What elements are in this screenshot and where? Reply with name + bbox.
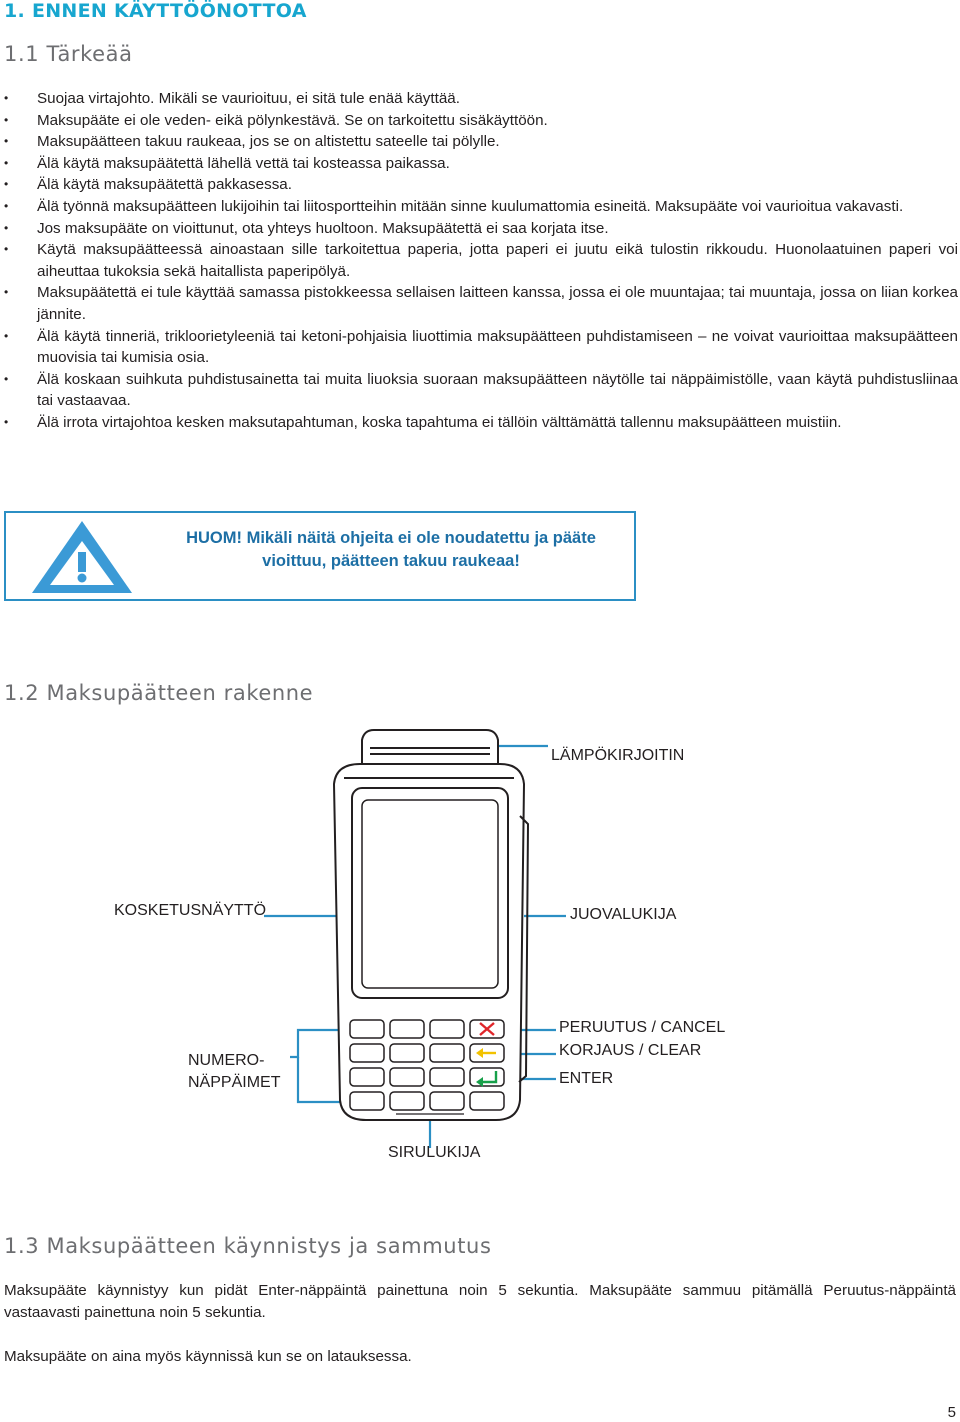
list-item: • Älä koskaan suihkuta puhdistusainetta tai muita liuoksia suoraan maksupäätteen näytölle tai näppäimistölle, vaan käytä puhdistusliinaa tai vastaavaa.	[0, 369, 958, 412]
warning-triangle-icon	[30, 519, 134, 595]
important-list	[0, 88, 958, 434]
label-clear: KORJAUS / CLEAR	[559, 1042, 702, 1059]
warning-box	[4, 511, 636, 601]
list-item: • Älä käytä maksupäätettä lähellä vettä tai kosteassa paikassa.	[0, 153, 958, 175]
chapter-title: 1. ENNEN KÄYTTÖÖNOTTOA	[4, 0, 307, 22]
label-stripe-reader: JUOVALUKIJA	[570, 906, 677, 923]
list-item: • Älä käytä tinneriä, trikloorietyleeniä tai ketoni-pohjaisia liuottimia maksupäätteen puhdistamiseen – ne voivat vaurioittaa maksupäätteen muovisia tai kumisia osia.	[0, 326, 958, 369]
page-number: 5	[947, 1404, 956, 1421]
list-item: • Jos maksupääte on vioittunut, ota yhteys huoltoon. Maksupäätettä ei saa korjata itse.	[0, 218, 958, 240]
section-title-startup: 1.3 Maksupäätteen käynnistys ja sammutus	[4, 1234, 492, 1258]
list-item: • Maksupääte ei ole veden- eikä pölynkestävä. Se on tarkoitettu sisäkäyttöön.	[0, 110, 958, 132]
list-item: • Älä irrota virtajohtoa kesken maksutapahtuman, koska tapahtuma ei tällöin välttämättä tallennu maksupäätteen muistiin.	[0, 412, 958, 434]
label-numeric-keys	[188, 1050, 280, 1094]
warning-line2: vioittuu, päätteen takuu raukeaa!	[262, 552, 520, 570]
startup-paragraph: Maksupääte käynnistyy kun pidät Enter-näppäintä painettuna noin 5 sekuntia. Maksupääte sammuu pitämällä Peruutus-näppäintä vastaavasti painettuna noin 5 sekuntia.	[4, 1282, 956, 1321]
charging-paragraph: Maksupääte on aina myös käynnissä kun se on latauksessa.	[4, 1348, 412, 1365]
warning-line1: Mikäli näitä ohjeita ei ole noudatettu ja pääte	[242, 529, 596, 547]
warning-prefix: HUOM!	[186, 529, 242, 547]
label-cancel: PERUUTUS / CANCEL	[559, 1019, 726, 1036]
list-item: • Maksupäätettä ei tule käyttää samassa pistokkeessa sellaisen laitteen kanssa, jossa ei ole muuntajaa; tai muuntaja, jossa on liian korkea jännite.	[0, 282, 958, 325]
list-item: • Maksupäätteen takuu raukeaa, jos se on altistettu sateelle tai pölylle.	[0, 131, 958, 153]
list-item: • Älä käytä maksupäätettä pakkasessa.	[0, 174, 958, 196]
terminal-diagram	[0, 720, 960, 1205]
label-numeric-line1: NUMERO-	[188, 1052, 265, 1069]
label-enter: ENTER	[559, 1070, 614, 1087]
list-item: • Käytä maksupäätteessä ainoastaan sille tarkoitettua paperia, jotta paperi ei juutu eikä tulostin rikkoudu. Huonolaatuinen paperi voi aiheuttaa tukoksia sekä haitallista paperipölyä.	[0, 239, 958, 282]
label-printer: LÄMPÖKIRJOITIN	[551, 747, 685, 764]
section-title-structure: 1.2 Maksupäätteen rakenne	[4, 681, 314, 705]
terminal-drawing	[0, 720, 960, 1200]
list-item: • Älä työnnä maksupäätteen lukijoihin tai liitosportteihin mitään sinne kuulumattomia esineitä. Maksupääte voi vaurioitua vakavasti.	[0, 196, 958, 218]
label-touchscreen: KOSKETUSNÄYTTÖ	[114, 902, 267, 919]
label-chip-reader: SIRULUKIJA	[388, 1144, 481, 1161]
label-numeric-line2: NÄPPÄIMET	[188, 1074, 281, 1091]
list-item: • Suojaa virtajohto. Mikäli se vaurioituu, ei sitä tule enää käyttää.	[0, 88, 958, 110]
warning-text	[156, 527, 626, 573]
section-title-important: 1.1 Tärkeää	[4, 42, 133, 66]
